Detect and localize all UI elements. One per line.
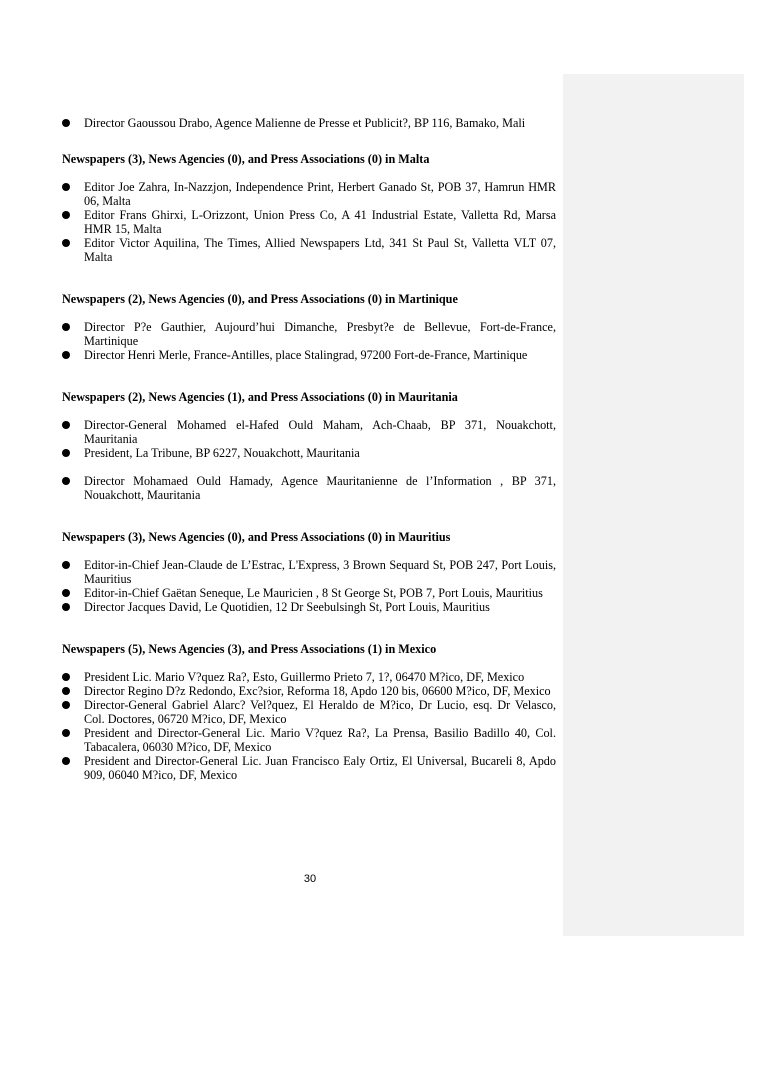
document-body bbox=[62, 116, 556, 782]
list-item-text: Director-General Mohamed el-Hafed Ould Maham, Ach-Chaab, BP 371, Nouakchott, Mauritania bbox=[84, 418, 556, 446]
bullet-icon bbox=[62, 603, 70, 611]
bullet-icon bbox=[62, 211, 70, 219]
entry-list bbox=[62, 320, 556, 362]
section-heading: Newspapers (3), News Agencies (0), and Press Associations (0) in Mauritius bbox=[62, 530, 451, 544]
entry-list bbox=[62, 418, 556, 460]
list-item-text: Director Mohamaed Ould Hamady, Agence Mauritanienne de l’Information , BP 371, Nouakchott, Mauritania bbox=[84, 474, 556, 502]
list-item bbox=[62, 236, 556, 264]
bullet-icon bbox=[62, 729, 70, 737]
bullet-icon bbox=[62, 477, 70, 485]
bullet-icon bbox=[62, 673, 70, 681]
list-item-text: Editor Joe Zahra, In-Nazzjon, Independence Print, Herbert Ganado St, POB 37, Hamrun HMR 06, Malta bbox=[84, 180, 556, 208]
list-item-text: President, La Tribune, BP 6227, Nouakchott, Mauritania bbox=[84, 446, 360, 460]
list-item-text: Editor-in-Chief Gaëtan Seneque, Le Mauricien , 8 St George St, POB 7, Port Louis, Mauritius bbox=[84, 586, 543, 600]
list-item-text: Director Regino D?z Redondo, Exc?sior, Reforma 18, Apdo 120 bis, 06600 M?ico, DF, Mexico bbox=[84, 684, 551, 698]
list-item bbox=[62, 698, 556, 726]
list-item-text: Director Gaoussou Drabo, Agence Malienne de Presse et Publicit?, BP 116, Bamako, Mali bbox=[84, 116, 526, 130]
bullet-icon bbox=[62, 449, 70, 457]
list-item-text: Director Henri Merle, France-Antilles, place Stalingrad, 97200 Fort-de-France, Martinique bbox=[84, 348, 528, 362]
entry-list bbox=[62, 670, 556, 782]
list-item-text: Director P?e Gauthier, Aujourd’hui Dimanche, Presbyt?e de Bellevue, Fort-de-France, Martinique bbox=[84, 320, 556, 348]
bullet-icon bbox=[62, 687, 70, 695]
bullet-icon bbox=[62, 351, 70, 359]
list-item-text: Director Jacques David, Le Quotidien, 12 Dr Seebulsingh St, Port Louis, Mauritius bbox=[84, 600, 490, 614]
section-heading: Newspapers (2), News Agencies (1), and Press Associations (0) in Mauritania bbox=[62, 390, 458, 404]
list-item bbox=[62, 208, 556, 236]
list-item bbox=[62, 754, 556, 782]
bullet-icon bbox=[62, 183, 70, 191]
entry-list bbox=[62, 180, 556, 264]
list-item bbox=[62, 320, 556, 348]
list-item bbox=[62, 600, 556, 614]
list-item bbox=[62, 684, 556, 698]
list-item bbox=[62, 474, 556, 502]
bullet-icon bbox=[62, 561, 70, 569]
bullet-icon bbox=[62, 421, 70, 429]
list-item bbox=[62, 418, 556, 446]
entry-list bbox=[62, 474, 556, 502]
list-item bbox=[62, 446, 556, 460]
bullet-icon bbox=[62, 589, 70, 597]
list-item bbox=[62, 670, 556, 684]
list-item-text: Editor Victor Aquilina, The Times, Allied Newspapers Ltd, 341 St Paul St, Valletta VLT 07, Malta bbox=[84, 236, 556, 264]
list-item-text: Editor-in-Chief Jean-Claude de L’Estrac, L'Express, 3 Brown Sequard St, POB 247, Port Louis, Mauritius bbox=[84, 558, 556, 586]
list-item bbox=[62, 558, 556, 586]
list-item-text: Director-General Gabriel Alarc? Vel?quez, El Heraldo de M?ico, Dr Lucio, esq. Dr Velasco, Col. Doctores, 06720 M?ico, DF, Mexico bbox=[84, 698, 556, 726]
pre-list bbox=[62, 116, 556, 130]
bullet-icon bbox=[62, 701, 70, 709]
bullet-icon bbox=[62, 323, 70, 331]
list-item bbox=[62, 586, 556, 600]
list-item bbox=[62, 726, 556, 754]
list-item-text: President and Director-General Lic. Mario V?quez Ra?, La Prensa, Basilio Badillo 40, Col. Tabacalera, 06030 M?ico, DF, Mexico bbox=[84, 726, 556, 754]
section-heading: Newspapers (2), News Agencies (0), and Press Associations (0) in Martinique bbox=[62, 292, 458, 306]
list-item-text: President Lic. Mario V?quez Ra?, Esto, Guillermo Prieto 7, 1?, 06470 M?ico, DF, Mexico bbox=[84, 670, 525, 684]
page-number: 30 bbox=[303, 873, 317, 885]
list-item bbox=[62, 348, 556, 362]
list-item-text: President and Director-General Lic. Juan Francisco Ealy Ortiz, El Universal, Bucareli 8, Apdo 909, 06040 M?ico, DF, Mexico bbox=[84, 754, 556, 782]
list-item bbox=[62, 116, 556, 130]
entry-list bbox=[62, 558, 556, 614]
bullet-icon bbox=[62, 119, 70, 127]
section-heading: Newspapers (3), News Agencies (0), and Press Associations (0) in Malta bbox=[62, 152, 430, 166]
section-heading: Newspapers (5), News Agencies (3), and Press Associations (1) in Mexico bbox=[62, 642, 437, 656]
bullet-icon bbox=[62, 757, 70, 765]
list-item-text: Editor Frans Ghirxi, L-Orizzont, Union Press Co, A 41 Industrial Estate, Valletta Rd, Marsa HMR 15, Malta bbox=[84, 208, 556, 236]
list-item bbox=[62, 180, 556, 208]
bullet-icon bbox=[62, 239, 70, 247]
comment-pane bbox=[563, 74, 744, 936]
